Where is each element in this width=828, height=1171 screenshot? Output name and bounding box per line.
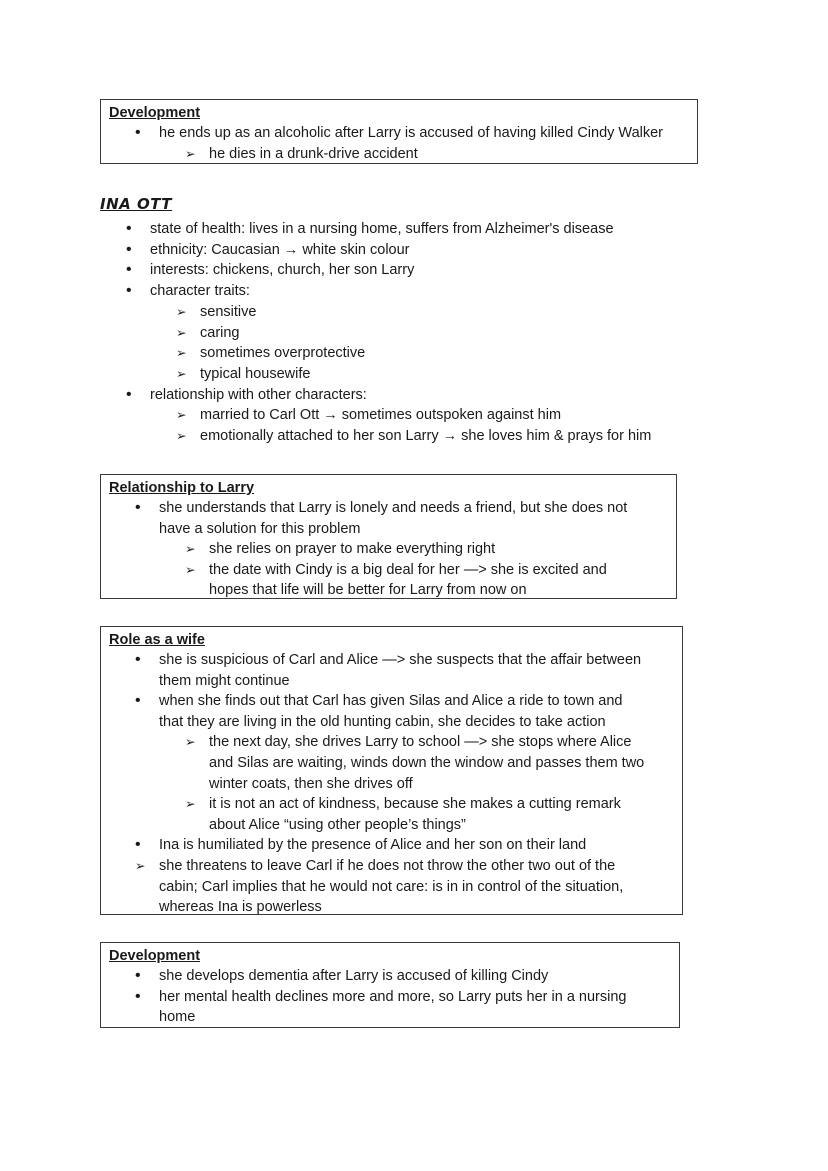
- box-title: Development: [109, 105, 201, 121]
- list-item-continuation: have a solution for this problem: [159, 520, 361, 537]
- list-item: • ethnicity: Caucasian → white skin colour: [100, 240, 720, 261]
- list-item: ➢ sensitive: [100, 302, 720, 323]
- list-item: • relationship with other characters:: [100, 385, 720, 406]
- list-item-continuation: home: [159, 1009, 196, 1026]
- list-item: • Ina is humiliated by the presence of Alice and her son on their land: [109, 835, 674, 856]
- list-item: • she is suspicious of Carl and Alice —> she suspects that the affair between: [109, 650, 674, 671]
- list-item: ➢ sometimes overprotective: [100, 343, 720, 364]
- list-item-continuation: hopes that life will be better for Larry from now on: [209, 582, 527, 599]
- list-item-continuation: that they are living in the old hunting cabin, she decides to take action: [159, 713, 606, 730]
- list-item: • he ends up as an alcoholic after Larry is accused of having killed Cindy Walker: [109, 123, 689, 144]
- list-item: • state of health: lives in a nursing home, suffers from Alzheimer's disease: [100, 219, 720, 240]
- list-item-continuation: them might continue: [159, 672, 290, 689]
- list-item: ➢ emotionally attached to her son Larry → she loves him & prays for him: [100, 426, 720, 447]
- box-title: Role as a wife: [109, 632, 205, 648]
- relationship-to-larry-box: [100, 474, 677, 599]
- list-item: ➢ it is not an act of kindness, because she makes a cutting remark: [109, 794, 674, 815]
- list-item: • when she finds out that Carl has given Silas and Alice a ride to town and: [109, 691, 674, 712]
- list-item: • interests: chickens, church, her son Larry: [100, 260, 720, 281]
- list-item-continuation: cabin; Carl implies that he would not care: is in in control of the situation,: [159, 878, 624, 895]
- list-item: ➢ caring: [100, 323, 720, 344]
- list-item: ➢ typical housewife: [100, 364, 720, 385]
- development-box-carl: [100, 99, 698, 164]
- list-item: • she understands that Larry is lonely and needs a friend, but she does not: [109, 498, 668, 519]
- development-box-ina: [100, 942, 680, 1028]
- list-item: • she develops dementia after Larry is accused of killing Cindy: [109, 966, 671, 987]
- section-heading-ina-ott: INA OTT: [100, 195, 173, 213]
- list-item-continuation: winter coats, then she drives off: [209, 775, 413, 792]
- list-item: ➢ he dies in a drunk-drive accident: [109, 144, 689, 165]
- box-title: Development: [109, 948, 201, 964]
- list-item: ➢ the next day, she drives Larry to school —> she stops where Alice: [109, 732, 674, 753]
- box-title: Relationship to Larry: [109, 480, 255, 496]
- list-item: ➢ she threatens to leave Carl if he does not throw the other two out of the: [109, 856, 674, 877]
- list-item-continuation: about Alice “using other people’s things”: [209, 816, 466, 833]
- list-item-continuation: whereas Ina is powerless: [159, 899, 322, 916]
- list-item: ➢ married to Carl Ott → sometimes outspoken against him: [100, 405, 720, 426]
- list-item-continuation: and Silas are waiting, winds down the window and passes them two: [209, 754, 645, 771]
- ina-ott-list: [100, 219, 720, 447]
- role-as-wife-box: [100, 626, 683, 915]
- list-item: ➢ she relies on prayer to make everything right: [109, 539, 668, 560]
- list-item: • her mental health declines more and more, so Larry puts her in a nursing: [109, 987, 671, 1008]
- list-item: ➢ the date with Cindy is a big deal for her —> she is excited and: [109, 560, 668, 581]
- list-item: • character traits:: [100, 281, 720, 302]
